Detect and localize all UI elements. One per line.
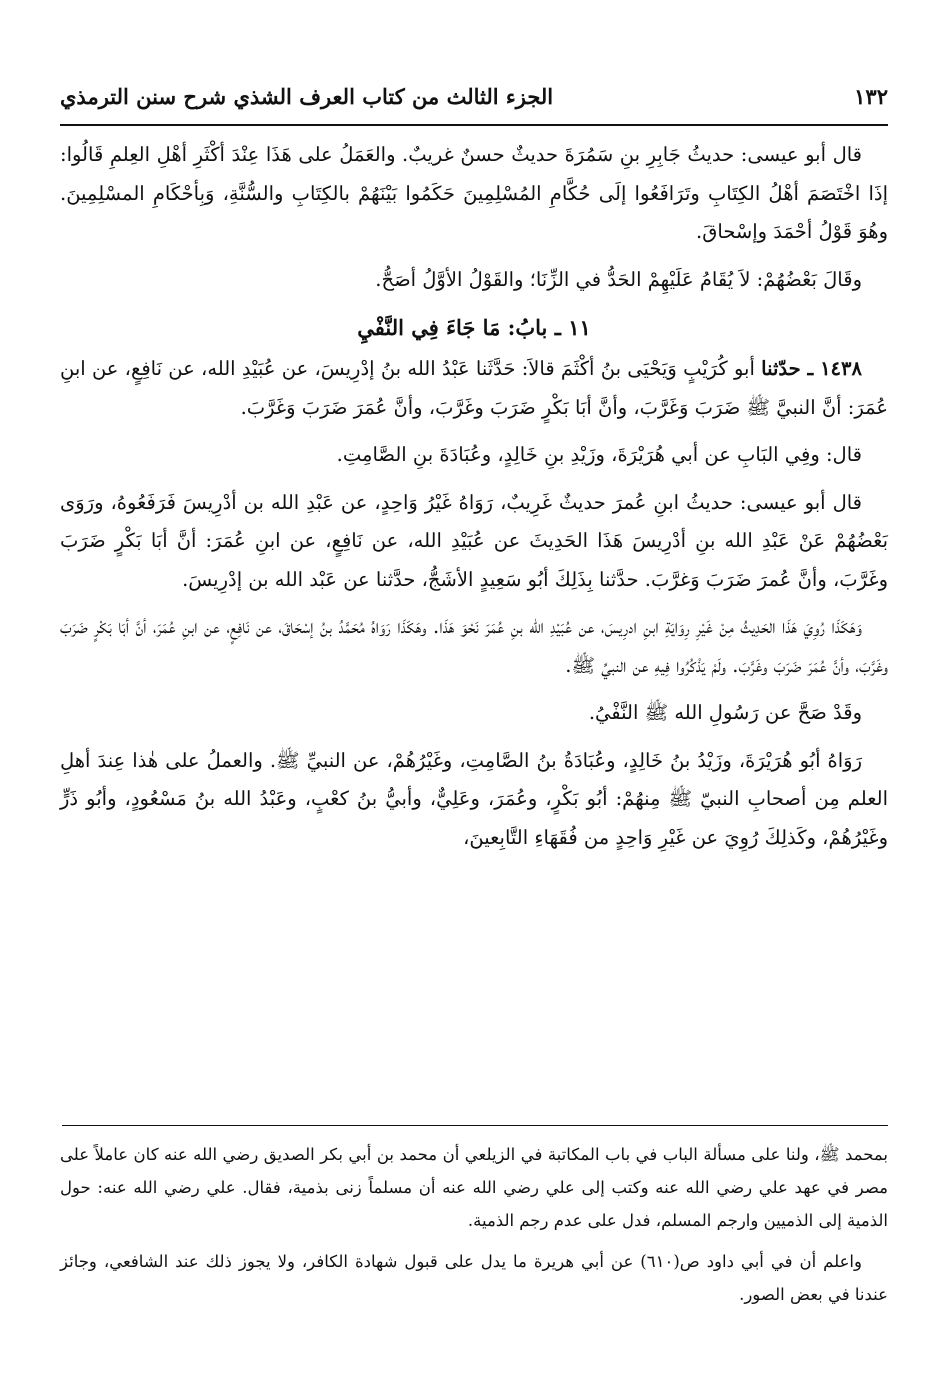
running-title: الجزء الثالث من كتاب العرف الشذي شرح سنن الترمذي xyxy=(60,83,554,109)
header-divider xyxy=(60,124,888,126)
hadith-number: ١٤٣٨ ـ حدّثنا xyxy=(761,357,862,380)
footnote-1: بمحمد ﷺ، ولنا على مسألة الباب في باب المكاتبة في الزيلعي أن محمد بن أبي بكر الصديق رضي الله عنه كان عاملاً على مصر في عهد علي رضي الله عنه وكتب إلى علي رضي الله عنه أن مسلماً زنى بذمية، فقال. علي رضي الله عنه: حول الذمية إلى الذميين وارجم المسلم، فدل على عدم رجم الذمية. xyxy=(60,1145,888,1230)
main-text xyxy=(60,136,888,866)
paragraph-4: قال: وفِي البَابِ عن أبي هُرَيْرَةَ، وزَيْدِ بنِ خَالِدٍ، وعُبَادَةَ بنِ الصَّامِتِ. xyxy=(336,443,862,466)
footnote-2: واعلم أن في أبي داود ص(٦١٠) عن أبي هريرة ما يدل على قبول شهادة الكافر، ولا يجوز ذلك عند الشافعي، وجائز عندنا في بعض الصور. xyxy=(60,1252,888,1304)
paragraph-5: قال أبو عيسى: حديثُ ابنِ عُمرَ حديثٌ غَرِيبٌ، رَوَاهُ غَيْرُ وَاحِدٍ، عن عَبْدِ الله بن أدْرِيسَ فَرَفَعُوهُ، ورَوَى بَعْضُهُمْ عَنْ عَبْدِ الله بنِ أدْرِيسَ هَذَا الحَدِيثَ عن عُبَيْدِ الله، عن نَافِعٍ، عن ابنِ عُمَرَ: أنَّ أبَا بَكْرٍ ضَرَبَ وغَرَّبَ، وأنَّ عُمرَ ضَرَبَ وَغرَّبَ. حدَّثنا بِذَلِكَ أبُو سَعِيدٍ الأشَجُّ، حدَّثنا عن عَبْد الله بن إدْرِيسَ. xyxy=(60,490,888,591)
paragraph-1: قال أبو عيسى: حديثُ جَابِرِ بنِ سَمُرَةَ حديثٌ حسنٌ غريبٌ. والعَمَلُ على هَذَا عِنْدَ أكْثَرِ أهْلِ العِلمِ قَالُوا: إذَا اخْتَصَمَ أهْلُ الكِتَابِ وتَرَافَعُوا إلَى حُكَّامِ المُسْلِمِينَ حَكَمُوا بَيْنَهُمْ بالكِتَابِ والسُّنَّةِ، وَبِأحْكَامِ المسْلِمِينَ. وهُوَ قَوْلُ أحْمَدَ وإسْحاقَ. xyxy=(60,143,888,243)
paragraph-2: وقَالَ بَعْضُهُمْ: لاَ يُقَامُ عَلَيْهِمْ الحَدُّ في الزِّنَا؛ والقَوْلُ الأوَّلُ أصَحُّ. xyxy=(375,267,862,291)
section-title: ١١ ـ بابُ: مَا جَاءَ فِي النَّفْيِ xyxy=(357,315,591,340)
hadith-text: أبو كُرَيْبٍ وَيَحْيَى بنُ أكْثَمَ قالاَ: حَدَّثَنا عَبْدُ الله بنُ إدْرِيسَ، عن عُبَيْدِ الله، عن نَافِعٍ، عن ابنِ عُمَرَ: أنَّ النبيَّ ﷺ ضَرَبَ وَغَرَّبَ، وأنَّ أبَا بَكْرٍ ضَرَبَ وغَرَّبَ، وأنَّ عُمَرَ ضَرَبَ وَغَرَّبَ. xyxy=(60,357,888,419)
paragraph-3 xyxy=(60,350,888,427)
footnotes xyxy=(60,1138,888,1319)
running-header xyxy=(60,78,888,114)
page-number: ١٣٢ xyxy=(854,83,888,109)
paragraph-6: وَهَكَذَا رُوِيَ هَذَا الحَدِيثُ مِنْ غَيْرِ رِوَايَةِ ابنِ ادرِيسَ، عن عُبَيْدِ الله بنِ عُمَرَ نَحْوَ هَذَا. وهَكَذَا رَوَاهُ مُحَمَّدُ بنُ إسْحَاقَ، عن نَافِعٍ، عن ابنِ عُمَرَ، أنَّ أبَا بَكْرٍ ضَرَبَ وغَرَّبَ، وأنَّ عُمَرَ ضَرَبَ وغَرَّبَ. ولَمْ يَذْكُرُوا فِيهِ عن النبيِّ ﷺ. xyxy=(60,615,888,677)
paragraph-8: رَوَاهُ أبُو هُرَيْرَةَ، وزَيْدُ بنُ خَالِدٍ، وعُبَادَةُ بنُ الصَّامِتِ، وغَيْرُهُمْ، عن النبيِّ ﷺ. والعملُ على هٰذا عِندَ أهلِ العلم مِن أصحابِ النبيّ ﷺ مِنهُمْ: أبُو بَكْرٍ، وعُمَرَ، وعَلِيٌّ، وأبيُّ بنُ كعْبٍ، وعَبْدُ الله بنُ مَسْعُودٍ، وأبُو ذَرٍّ وغَيْرُهُمْ، وكَذلِكَ رُوِيَ عن غَيْرِ وَاحِدٍ من فُقَهَاءِ التَّابِعينَ، xyxy=(60,748,888,849)
footnote-divider xyxy=(62,1125,888,1126)
paragraph-7: وقَدْ صَحَّ عن رَسُولِ الله ﷺ النَّفْيُ. xyxy=(588,701,862,724)
